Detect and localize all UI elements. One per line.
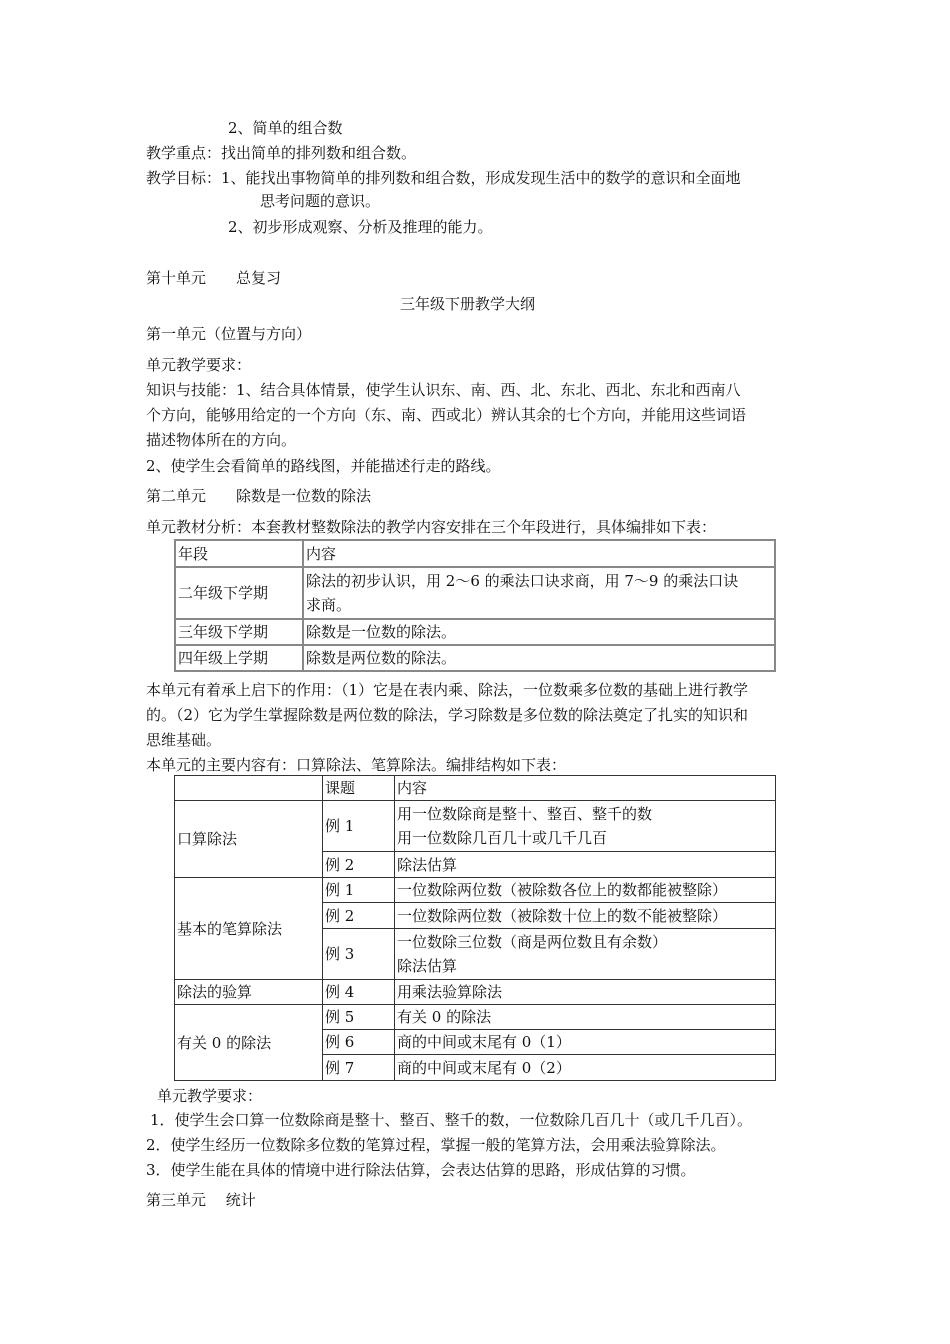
group-cell: 除法的验算 — [175, 980, 323, 1005]
table-cell: 除数是一位数的除法。 — [303, 619, 775, 645]
table-cell: 除法估算 — [395, 852, 776, 878]
text-line: 知识与技能：1、结合具体情景，使学生认识东、南、西、北、东北、西北、东北和西南八 — [146, 381, 741, 399]
table-cell: 一位数除两位数（被除数十位上的数不能被整除） — [395, 903, 776, 929]
table-cell: 一位数除两位数（被除数各位上的数都能被整除） — [395, 878, 776, 903]
table-cell: 三年级下学期 — [175, 619, 303, 645]
example-cell: 例 5 — [323, 1005, 395, 1030]
group-cell: 口算除法 — [175, 801, 323, 878]
unit-heading: 第二单元 除数是一位数的除法 — [146, 487, 372, 505]
table-cell: 商的中间或末尾有 0（1） — [395, 1030, 776, 1055]
example-cell: 例 1 — [323, 801, 395, 852]
text-line: 2、使学生会看简单的路线图，并能描述行走的路线。 — [146, 457, 501, 475]
table-cell: 用乘法验算除法 — [395, 980, 776, 1005]
table-cell: 二年级下学期 — [175, 567, 303, 619]
cell-line: 用一位数除商是整十、整百、整千的数 — [397, 805, 653, 823]
example-cell: 例 2 — [323, 903, 395, 929]
group-cell: 基本的笔算除法 — [175, 878, 323, 980]
table-header — [175, 776, 323, 801]
text-line: 单元教学要求： — [157, 1087, 263, 1105]
example-cell: 例 2 — [323, 852, 395, 878]
table-cell: 商的中间或末尾有 0（2） — [395, 1055, 776, 1081]
table-cell — [395, 801, 776, 852]
text-line: 的。（2）它为学生掌握除数是两位数的除法，学习除数是多位数的除法奠定了扎实的知识和 — [146, 706, 749, 724]
text-line: 个方向，能够用给定的一个方向（东、南、西或北）辨认其余的七个方向，并能用这些词语 — [146, 406, 747, 424]
grade-table — [174, 539, 776, 672]
unit-heading: 第三单元 统计 — [146, 1191, 256, 1209]
table-header: 内容 — [395, 776, 776, 801]
text-line: 本单元的主要内容有：口算除法、笔算除法。编排结构如下表： — [146, 756, 567, 774]
cell-line: 求商。 — [306, 596, 352, 614]
text-line: 描述物体所在的方向。 — [146, 431, 297, 449]
table-header: 内容 — [303, 540, 775, 567]
text-line: 2．使学生经历一位数除多位数的笔算过程，掌握一般的笔算方法，会用乘法验算除法。 — [146, 1136, 726, 1154]
example-cell: 例 3 — [323, 929, 395, 980]
table-header: 课题 — [323, 776, 395, 801]
example-cell: 例 1 — [323, 878, 395, 903]
text-line: 本单元有着承上启下的作用：（1）它是在表内乘、除法，一位数乘多位数的基础上进行教学 — [146, 681, 749, 699]
text-line: 教学重点：找出简单的排列数和组合数。 — [146, 144, 417, 162]
text-line: 1．使学生会口算一位数除商是整十、整百、整千的数，一位数除几百几十（或几千几百）。 — [150, 1111, 753, 1129]
text-line: 思考问题的意识。 — [260, 192, 381, 210]
text-line: 2、初步形成观察、分析及推理的能力。 — [228, 218, 493, 236]
table-cell — [303, 567, 775, 619]
unit-heading: 第一单元（位置与方向） — [146, 325, 312, 343]
example-cell: 例 4 — [323, 980, 395, 1005]
text-line: 思维基础。 — [146, 731, 222, 749]
example-cell: 例 7 — [323, 1055, 395, 1081]
text-line: 单元教学要求： — [146, 356, 252, 374]
table-cell: 四年级上学期 — [175, 645, 303, 671]
text-line: 3．使学生能在具体的情境中进行除法估算，会表达估算的思路，形成估算的习惯。 — [146, 1161, 696, 1179]
table-cell — [395, 929, 776, 980]
cell-line: 除法估算 — [397, 957, 458, 975]
example-cell: 例 6 — [323, 1030, 395, 1055]
cell-line: 用一位数除几百几十或几千几百 — [397, 829, 608, 847]
table-cell: 除数是两位数的除法。 — [303, 645, 775, 671]
table-header: 年段 — [175, 540, 303, 567]
cell-line: 一位数除三位数（商是两位数且有余数） — [397, 933, 668, 951]
cell-line: 除法的初步认识，用 2～6 的乘法口诀求商，用 7～9 的乘法口诀 — [306, 572, 739, 590]
group-cell: 有关 0 的除法 — [175, 1005, 323, 1081]
text-line: 单元教材分析：本套教材整数除法的教学内容安排在三个年段进行，具体编排如下表： — [146, 518, 717, 536]
structure-table — [174, 775, 776, 1081]
text-line: 教学目标：1、能找出事物简单的排列数和组合数，形成发现生活中的数学的意识和全面地 — [146, 169, 741, 187]
unit-heading: 第十单元 总复习 — [146, 269, 282, 287]
table-cell: 有关 0 的除法 — [395, 1005, 776, 1030]
text-line: 2、简单的组合数 — [228, 119, 343, 137]
page-title: 三年级下册教学大纲 — [400, 295, 536, 313]
